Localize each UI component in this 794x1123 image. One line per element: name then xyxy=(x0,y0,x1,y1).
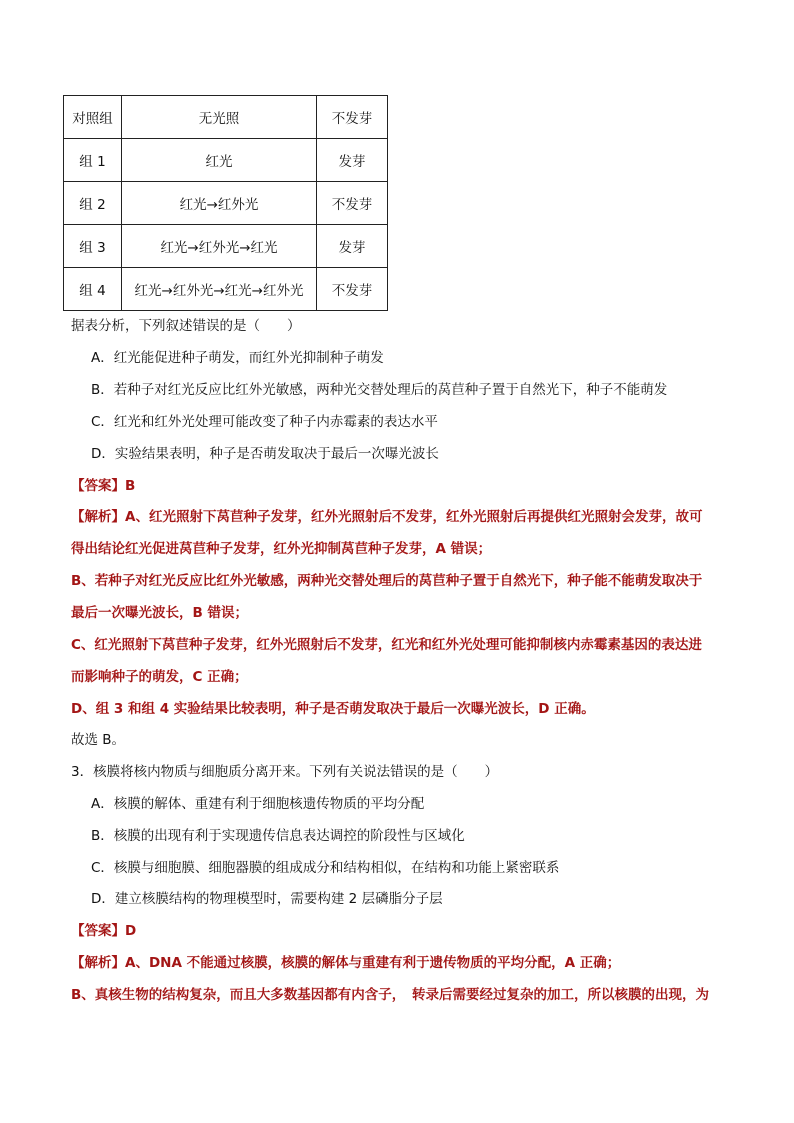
answer-label: 【答案】B xyxy=(71,478,136,494)
analysis-line: 而影响种子的萌发，C 正确； xyxy=(71,669,248,685)
table-cell: 组 2 xyxy=(64,182,122,225)
analysis-line: B、若种子对红光反应比红外光敏感，两种光交替处理后的莴苣种子置于自然光下，种子能不能萌发取决于 xyxy=(71,573,703,589)
table-cell: 发芽 xyxy=(317,225,388,268)
option-b: B．若种子对红光反应比红外光敏感，两种光交替处理后的莴苣种子置于自然光下，种子不能萌发 xyxy=(91,382,668,398)
analysis-line: C、红光照射下莴苣种子发芽，红外光照射后不发芽，红光和红外光处理可能抑制核内赤霉素基因的表达进 xyxy=(71,637,702,653)
table-cell: 红光→红外光→红光 xyxy=(122,225,317,268)
question-stem: 3．核膜将核内物质与细胞质分离开来。下列有关说法错误的是（ ） xyxy=(71,764,499,780)
option-a: A．核膜的解体、重建有利于细胞核遗传物质的平均分配 xyxy=(91,796,425,812)
table-cell: 不发芽 xyxy=(317,182,388,225)
analysis-line: B、真核生物的结构复杂，而且大多数基因都有内含子， 转录后需要经过复杂的加工，所以核膜的出现，为 xyxy=(71,987,710,1003)
table-cell: 红光 xyxy=(122,139,317,182)
table-cell: 无光照 xyxy=(122,96,317,139)
table-cell: 组 1 xyxy=(64,139,122,182)
table-cell: 对照组 xyxy=(64,96,122,139)
table-cell: 红光→红外光 xyxy=(122,182,317,225)
table-row xyxy=(64,268,388,311)
table-row xyxy=(64,139,388,182)
answer-label: 【答案】D xyxy=(71,923,137,939)
conclusion: 故选 B。 xyxy=(71,732,126,748)
table-row xyxy=(64,225,388,268)
table-cell: 组 4 xyxy=(64,268,122,311)
table-row xyxy=(64,96,388,139)
table-cell: 组 3 xyxy=(64,225,122,268)
table-row xyxy=(64,182,388,225)
option-c: C．核膜与细胞膜、细胞器膜的组成成分和结构相似，在结构和功能上紧密联系 xyxy=(91,860,560,876)
analysis-line: D、组 3 和组 4 实验结果比较表明，种子是否萌发取决于最后一次曝光波长，D 正确。 xyxy=(71,701,595,717)
experiment-table xyxy=(63,95,388,311)
option-b: B．核膜的出现有利于实现遗传信息表达调控的阶段性与区域化 xyxy=(91,828,465,844)
question-stem: 据表分析，下列叙述错误的是（ ） xyxy=(71,318,301,334)
option-d: D．实验结果表明，种子是否萌发取决于最后一次曝光波长 xyxy=(91,446,439,462)
analysis-line: 【解析】A、红光照射下莴苣种子发芽，红外光照射后不发芽，红外光照射后再提供红光照射会发芽，故可 xyxy=(71,509,703,525)
table-cell: 发芽 xyxy=(317,139,388,182)
table-cell: 不发芽 xyxy=(317,268,388,311)
table-cell: 不发芽 xyxy=(317,96,388,139)
analysis-line: 得出结论红光促进莴苣种子发芽，红外光抑制莴苣种子发芽，A 错误； xyxy=(71,541,492,557)
option-a: A．红光能促进种子萌发，而红外光抑制种子萌发 xyxy=(91,350,384,366)
option-d: D．建立核膜结构的物理模型时，需要构建 2 层磷脂分子层 xyxy=(91,891,443,907)
option-c: C．红光和红外光处理可能改变了种子内赤霉素的表达水平 xyxy=(91,414,438,430)
analysis-line: 【解析】A、DNA 不能通过核膜，核膜的解体与重建有利于遗传物质的平均分配，A 正确； xyxy=(71,955,621,971)
analysis-line: 最后一次曝光波长，B 错误； xyxy=(71,605,248,621)
table-cell: 红光→红外光→红光→红外光 xyxy=(122,268,317,311)
